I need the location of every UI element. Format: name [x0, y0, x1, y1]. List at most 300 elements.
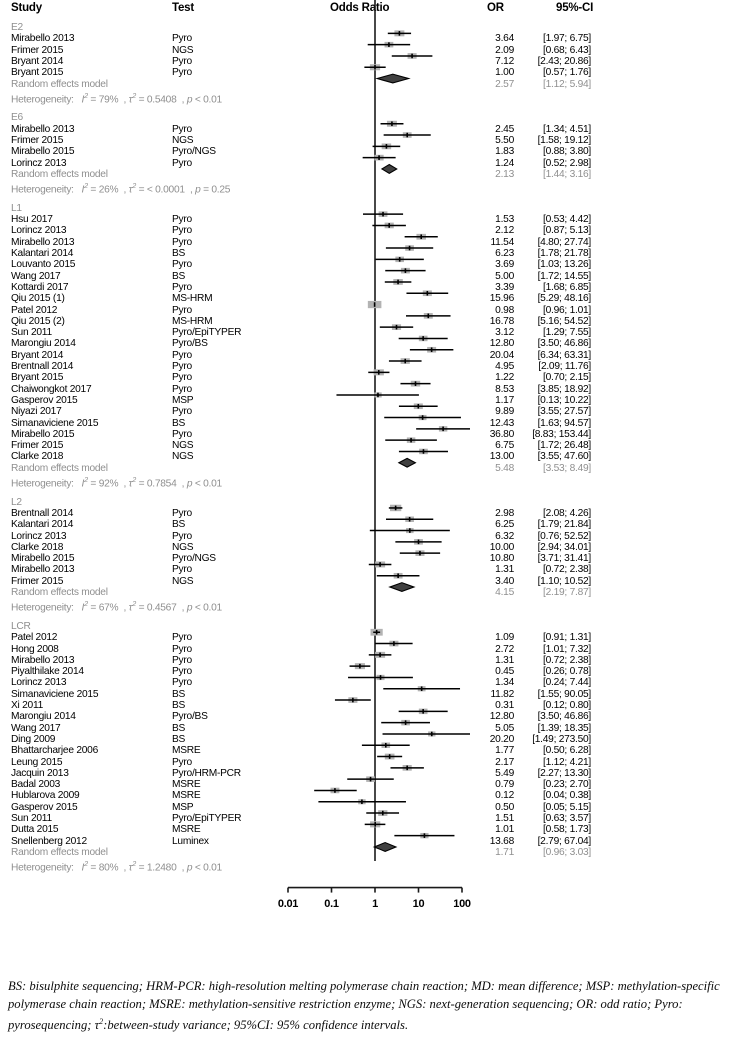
row-ci-value: [0.52; 2.98]: [543, 157, 591, 169]
row-test-label: Pyro: [172, 214, 192, 226]
row-or-value: 10.00: [489, 541, 514, 553]
row-study-label: Random effects model: [11, 168, 108, 180]
row-study-label: Random effects model: [11, 587, 108, 598]
table-row: [0, 757, 738, 768]
row-ci-value: [3.50; 46.86]: [537, 338, 591, 350]
row-or-value: 5.00: [495, 270, 514, 282]
row-ci-value: [0.63; 3.57]: [543, 813, 591, 824]
row-study-label: Sun 2011: [11, 813, 52, 824]
table-row: [0, 259, 738, 270]
summary-row: [0, 587, 738, 598]
row-or-value: 2.72: [495, 643, 514, 655]
summary-row: [0, 463, 738, 474]
row-ci-value: [0.70; 2.15]: [543, 372, 591, 384]
group-header-E6: [0, 112, 738, 123]
table-row: [0, 824, 738, 835]
row-ci-value: [0.13; 10.22]: [537, 394, 591, 406]
row-ci-value: [1.63; 94.57]: [537, 417, 591, 429]
row-study-label: Frimer 2015: [11, 44, 64, 56]
row-study-label: Clarke 2018: [11, 451, 64, 463]
row-test-label: NGS: [172, 135, 194, 146]
table-row: [0, 553, 738, 564]
table-row: [0, 395, 738, 406]
row-test-label: Pyro: [172, 157, 192, 169]
table-row: [0, 531, 738, 542]
row-study-label: Mirabello 2015: [11, 428, 75, 440]
row-ci-value: [1.58; 19.12]: [537, 135, 591, 146]
table-row: [0, 677, 738, 688]
row-or-value: 12.43: [489, 417, 514, 429]
table-row: [0, 146, 738, 157]
row-test-label: Pyro: [172, 225, 192, 237]
row-study-label: Kottardi 2017: [11, 281, 69, 293]
row-study-label: Hong 2008: [11, 643, 59, 655]
row-ci-value: [3.71; 31.41]: [537, 553, 591, 565]
group-header-LCR: [0, 621, 738, 632]
row-or-value: 9.89: [495, 406, 514, 418]
table-row: [0, 33, 738, 44]
row-or-value: 1.34: [495, 677, 514, 689]
row-test-label: Pyro: [172, 361, 192, 372]
row-ci-value: [1.03; 13.26]: [537, 259, 591, 271]
table-row: [0, 327, 738, 338]
row-or-value: 3.64: [495, 33, 514, 45]
row-study-label: Lorincz 2013: [11, 530, 67, 542]
row-or-value: 6.32: [495, 530, 514, 542]
row-study-label: Wang 2017: [11, 270, 61, 282]
row-study-label: Patel 2012: [11, 304, 58, 316]
x-axis-tick-label: 1: [372, 897, 378, 910]
row-ci-value: [0.96; 1.01]: [543, 304, 591, 316]
row-test-label: Pyro: [172, 643, 192, 655]
row-study-label: Kalantari 2014: [11, 519, 74, 531]
row-ci-value: [0.72; 2.38]: [543, 654, 591, 666]
row-study-label: Bryant 2015: [11, 67, 64, 79]
x-axis-tick-label: 10: [412, 897, 425, 910]
row-or-value: 4.95: [495, 361, 514, 372]
row-ci-value: [3.55; 47.60]: [537, 451, 591, 463]
row-ci-value: [0.88; 3.80]: [543, 146, 591, 158]
row-test-label: Pyro: [172, 677, 192, 689]
row-study-label: Heterogeneity: $I^2 = 80\%$ , $\tau^2 = 1.2480$ , p < 0.01: [11, 859, 222, 874]
row-or-value: 5.05: [495, 722, 514, 734]
row-test-label: Pyro: [172, 383, 192, 395]
row-test-label: Pyro/BS: [172, 711, 208, 723]
row-study-label: Ding 2009: [11, 733, 56, 745]
table-row: [0, 768, 738, 779]
row-study-label: Hsu 2017: [11, 214, 53, 226]
row-study-label: L2: [11, 496, 22, 508]
table-row: [0, 813, 738, 824]
row-ci-value: [0.23; 2.70]: [543, 779, 591, 791]
row-or-value: 4.15: [495, 587, 514, 598]
row-or-value: 6.23: [495, 248, 514, 259]
row-test-label: Pyro: [172, 530, 192, 542]
table-row: [0, 248, 738, 259]
table-row: [0, 700, 738, 711]
x-axis-tick-label: 0.01: [277, 897, 299, 910]
row-study-label: Marongiu 2014: [11, 711, 76, 723]
table-row: [0, 745, 738, 756]
row-ci-value: [5.29; 48.16]: [537, 293, 591, 305]
row-test-label: Pyro: [172, 406, 192, 418]
row-or-value: 13.68: [489, 835, 514, 847]
row-study-label: Louvanto 2015: [11, 259, 76, 271]
table-row: [0, 135, 738, 146]
row-test-label: Pyro/EpiTYPER: [172, 327, 242, 339]
row-study-label: Bryant 2014: [11, 349, 64, 361]
row-or-value: 1.09: [495, 632, 514, 644]
table-row: [0, 689, 738, 700]
row-or-value: 20.04: [489, 349, 514, 361]
x-axis-tick-label: 0.1: [324, 897, 339, 910]
row-study-label: Niyazi 2017: [11, 406, 62, 418]
row-study-label: Qiu 2015 (1): [11, 293, 65, 305]
row-study-label: Random effects model: [11, 462, 108, 474]
table-row: [0, 429, 738, 440]
row-study-label: Snellenberg 2012: [11, 835, 87, 847]
row-study-label: Gasperov 2015: [11, 801, 78, 813]
row-study-label: Dutta 2015: [11, 824, 59, 836]
row-or-value: 2.12: [495, 225, 514, 237]
row-or-value: 5.50: [495, 135, 514, 146]
row-test-label: MSRE: [172, 745, 201, 757]
row-ci-value: [0.53; 4.42]: [543, 214, 591, 226]
row-test-label: NGS: [172, 440, 194, 452]
table-row: [0, 440, 738, 451]
column-header-test: Test: [172, 2, 194, 14]
row-study-label: Chaiwongkot 2017: [11, 383, 92, 395]
table-row: [0, 779, 738, 790]
row-study-label: Badal 2003: [11, 779, 61, 791]
row-or-value: 2.13: [495, 168, 514, 180]
row-study-label: Gasperov 2015: [11, 394, 78, 406]
row-study-label: Lorincz 2013: [11, 225, 67, 237]
row-ci-value: [1.34; 4.51]: [543, 123, 591, 135]
row-or-value: 1.53: [495, 214, 514, 226]
row-or-value: 0.31: [495, 700, 514, 711]
row-test-label: MS-HRM: [172, 293, 213, 305]
row-ci-value: [4.80; 27.74]: [537, 236, 591, 248]
row-ci-value: [2.94; 34.01]: [537, 541, 591, 553]
row-ci-value: [1.97; 6.75]: [543, 33, 591, 45]
row-or-value: 1.83: [495, 146, 514, 158]
table-row: [0, 237, 738, 248]
row-or-value: 0.79: [495, 779, 514, 791]
row-or-value: 6.25: [495, 519, 514, 531]
row-test-label: BS: [172, 700, 186, 711]
row-study-label: Lorincz 2013: [11, 157, 67, 169]
row-study-label: Heterogeneity: $I^2 = 26\%$ , $\tau^2$ = < 0.0001 , p = 0.25: [11, 181, 231, 196]
row-study-label: Heterogeneity: $I^2 = 92\%$ , $\tau^2 = 0.7854$ , p < 0.01: [11, 475, 222, 490]
table-row: [0, 632, 738, 643]
table-row: [0, 418, 738, 429]
row-or-value: 10.80: [489, 553, 514, 565]
row-test-label: NGS: [172, 575, 194, 587]
row-or-value: 0.45: [495, 666, 514, 678]
row-or-value: 13.00: [489, 451, 514, 463]
row-ci-value: [2.08; 4.26]: [543, 507, 591, 519]
summary-row: [0, 847, 738, 858]
row-test-label: Pyro: [172, 259, 192, 271]
row-ci-value: [8.83; 153.44]: [532, 428, 591, 440]
row-test-label: Pyro: [172, 372, 192, 384]
row-ci-value: [2.09; 11.76]: [538, 361, 591, 372]
row-test-label: NGS: [172, 451, 194, 463]
row-or-value: 2.98: [495, 507, 514, 519]
table-row: [0, 542, 738, 553]
row-or-value: 6.75: [495, 440, 514, 452]
row-test-label: BS: [172, 519, 186, 531]
table-row: [0, 361, 738, 372]
row-ci-value: [0.96; 3.03]: [543, 846, 591, 858]
row-ci-value: [0.57; 1.76]: [543, 67, 591, 79]
row-study-label: Marongiu 2014: [11, 338, 76, 350]
row-test-label: Pyro: [172, 564, 192, 576]
row-ci-value: [5.16; 54.52]: [537, 315, 591, 327]
table-row: [0, 406, 738, 417]
table-row: [0, 451, 738, 462]
row-or-value: 1.22: [495, 372, 514, 384]
row-or-value: 0.12: [495, 790, 514, 802]
row-or-value: 1.24: [495, 157, 514, 169]
row-study-label: Heterogeneity: $I^2 = 79\%$ , $\tau^2 = 0.5408$ , p < 0.01: [11, 90, 222, 106]
row-study-label: Kalantari 2014: [11, 248, 74, 259]
row-test-label: Luminex: [172, 835, 209, 847]
row-test-label: NGS: [172, 541, 194, 553]
row-test-label: Pyro: [172, 281, 192, 293]
row-study-label: Frimer 2015: [11, 135, 64, 146]
row-ci-value: [1.44; 3.16]: [543, 168, 591, 180]
row-or-value: 7.12: [495, 55, 514, 67]
row-test-label: BS: [172, 733, 186, 745]
row-ci-value: [0.50; 6.28]: [543, 745, 591, 757]
row-test-label: Pyro/BS: [172, 338, 208, 350]
heterogeneity-row: [0, 598, 738, 614]
row-study-label: Xi 2011: [11, 700, 44, 711]
row-test-label: BS: [172, 248, 186, 259]
row-study-label: Patel 2012: [11, 632, 58, 644]
row-or-value: 3.39: [495, 281, 514, 293]
row-ci-value: [1.12; 4.21]: [543, 756, 591, 768]
row-or-value: 2.17: [495, 756, 514, 768]
table-row: [0, 372, 738, 383]
table-row: [0, 305, 738, 316]
table-row: [0, 655, 738, 666]
row-or-value: 1.17: [495, 394, 514, 406]
column-header-study: Study: [11, 2, 42, 14]
row-ci-value: [0.05; 5.15]: [543, 801, 591, 813]
row-ci-value: [2.27; 13.30]: [537, 767, 591, 779]
row-or-value: 1.31: [495, 654, 514, 666]
row-study-label: Piyalthilake 2014: [11, 666, 84, 678]
row-test-label: Pyro/HRM-PCR: [172, 767, 241, 779]
table-row: [0, 790, 738, 801]
row-ci-value: [1.78; 21.78]: [537, 248, 591, 259]
row-or-value: 3.12: [495, 327, 514, 339]
row-study-label: Mirabello 2013: [11, 654, 75, 666]
row-or-value: 1.00: [495, 67, 514, 79]
group-header-L1: [0, 203, 738, 214]
row-or-value: 36.80: [489, 428, 514, 440]
row-ci-value: [0.72; 2.38]: [543, 564, 591, 576]
row-or-value: 11.54: [490, 236, 514, 248]
summary-row: [0, 79, 738, 90]
row-test-label: Pyro: [172, 632, 192, 644]
column-header-ci: 95%-CI: [556, 2, 594, 14]
table-row: [0, 802, 738, 813]
table-row: [0, 214, 738, 225]
row-or-value: 3.40: [495, 575, 514, 587]
row-or-value: 1.31: [495, 564, 514, 576]
row-ci-value: [3.50; 46.86]: [537, 711, 591, 723]
table-row: [0, 508, 738, 519]
row-ci-value: [0.87; 5.13]: [543, 225, 591, 237]
row-test-label: Pyro: [172, 304, 192, 316]
row-test-label: Pyro: [172, 67, 192, 79]
table-row: [0, 338, 738, 349]
row-test-label: Pyro/NGS: [172, 146, 216, 158]
row-or-value: 0.98: [495, 304, 514, 316]
row-ci-value: [1.49; 273.50]: [532, 733, 591, 745]
row-test-label: BS: [172, 722, 186, 734]
row-ci-value: [1.79; 21.84]: [537, 519, 591, 531]
row-or-value: 2.45: [495, 123, 514, 135]
row-study-label: Mirabello 2013: [11, 33, 75, 45]
row-or-value: 2.09: [495, 44, 514, 56]
row-ci-value: [1.72; 26.48]: [537, 440, 591, 452]
row-test-label: Pyro: [172, 507, 192, 519]
heterogeneity-row: [0, 858, 738, 874]
row-study-label: Hublarova 2009: [11, 790, 80, 802]
row-study-label: E6: [11, 112, 23, 124]
row-ci-value: [0.26; 0.78]: [543, 666, 591, 678]
row-study-label: Leung 2015: [11, 756, 63, 768]
row-study-label: Mirabello 2013: [11, 236, 75, 248]
row-or-value: 12.80: [489, 711, 514, 723]
row-test-label: MSP: [172, 394, 194, 406]
row-ci-value: [1.29; 7.55]: [543, 327, 591, 339]
column-header-or: OR: [487, 2, 504, 14]
row-study-label: Random effects model: [11, 78, 108, 90]
row-ci-value: [0.12; 0.80]: [543, 700, 591, 711]
row-ci-value: [0.58; 1.73]: [543, 824, 591, 836]
row-ci-value: [1.10; 10.52]: [537, 575, 591, 587]
row-study-label: Clarke 2018: [11, 541, 64, 553]
row-ci-value: [2.19; 7.87]: [543, 587, 591, 598]
group-header-L2: [0, 497, 738, 508]
row-or-value: 2.57: [495, 78, 514, 90]
row-or-value: 15.96: [489, 293, 514, 305]
row-test-label: MSP: [172, 801, 194, 813]
row-study-label: Mirabello 2013: [11, 564, 75, 576]
row-study-label: LCR: [11, 620, 31, 632]
row-ci-value: [0.24; 7.44]: [543, 677, 591, 689]
row-ci-value: [1.12; 5.94]: [543, 78, 591, 90]
table-row: [0, 734, 738, 745]
row-study-label: Heterogeneity: $I^2 = 67\%$ , $\tau^2 = 0.4567$ , p < 0.01: [11, 599, 222, 614]
row-study-label: Bryant 2015: [11, 372, 64, 384]
row-test-label: BS: [172, 270, 186, 282]
row-study-label: Bryant 2014: [11, 55, 64, 67]
column-header-odds-ratio: Odds Ratio: [330, 2, 390, 14]
row-study-label: Jacquin 2013: [11, 767, 69, 779]
row-study-label: Lorincz 2013: [11, 677, 67, 689]
x-axis-tick-label: 100: [453, 897, 471, 910]
group-header-E2: [0, 22, 738, 33]
row-or-value: 12.80: [489, 338, 514, 350]
table-row: [0, 293, 738, 304]
table-row: [0, 56, 738, 67]
table-row: [0, 836, 738, 847]
table-row: [0, 124, 738, 135]
row-study-label: Brentnall 2014: [11, 507, 74, 519]
table-row: [0, 316, 738, 327]
row-or-value: 20.20: [489, 733, 514, 745]
row-test-label: NGS: [172, 44, 194, 56]
table-row: [0, 67, 738, 78]
row-test-label: MSRE: [172, 779, 201, 791]
row-ci-value: [1.01; 7.32]: [543, 643, 591, 655]
row-test-label: Pyro: [172, 756, 192, 768]
table-row: [0, 384, 738, 395]
row-or-value: 5.48: [495, 462, 514, 474]
summary-row: [0, 169, 738, 180]
table-row: [0, 45, 738, 56]
row-or-value: 0.50: [495, 801, 514, 813]
row-or-value: 16.78: [489, 315, 514, 327]
row-study-label: E2: [11, 22, 23, 33]
row-ci-value: [1.72; 14.55]: [537, 270, 591, 282]
table-row: [0, 519, 738, 530]
row-study-label: Bhattarcharjee 2006: [11, 745, 99, 757]
row-study-label: Random effects model: [11, 846, 108, 858]
row-ci-value: [0.68; 6.43]: [543, 44, 591, 56]
row-test-label: Pyro: [172, 666, 192, 678]
row-test-label: Pyro: [172, 349, 192, 361]
row-ci-value: [3.53; 8.49]: [543, 462, 591, 474]
table-row: [0, 723, 738, 734]
row-ci-value: [2.79; 67.04]: [537, 835, 591, 847]
row-test-label: Pyro: [172, 654, 192, 666]
row-test-label: BS: [172, 688, 186, 700]
row-study-label: Wang 2017: [11, 722, 61, 734]
row-test-label: MS-HRM: [172, 315, 213, 327]
row-study-label: Simanaviciene 2015: [11, 417, 99, 429]
row-study-label: Frimer 2015: [11, 575, 64, 587]
row-ci-value: [3.85; 18.92]: [537, 383, 591, 395]
row-test-label: Pyro: [172, 123, 192, 135]
table-row: [0, 711, 738, 722]
row-study-label: Simanaviciene 2015: [11, 688, 99, 700]
row-ci-value: [0.04; 0.38]: [543, 790, 591, 802]
row-study-label: Mirabello 2015: [11, 146, 75, 158]
row-or-value: 8.53: [495, 383, 514, 395]
row-or-value: 1.77: [495, 745, 514, 757]
row-ci-value: [3.55; 27.57]: [537, 406, 591, 418]
row-test-label: Pyro: [172, 33, 192, 45]
heterogeneity-row: [0, 180, 738, 196]
row-ci-value: [1.55; 90.05]: [537, 688, 591, 700]
row-ci-value: [0.76; 52.52]: [537, 530, 591, 542]
row-test-label: Pyro: [172, 428, 192, 440]
row-test-label: Pyro: [172, 236, 192, 248]
row-or-value: 5.49: [495, 767, 514, 779]
table-row: [0, 282, 738, 293]
row-ci-value: [1.39; 18.35]: [537, 722, 591, 734]
row-study-label: Brentnall 2014: [11, 361, 74, 372]
row-study-label: Qiu 2015 (2): [11, 315, 65, 327]
